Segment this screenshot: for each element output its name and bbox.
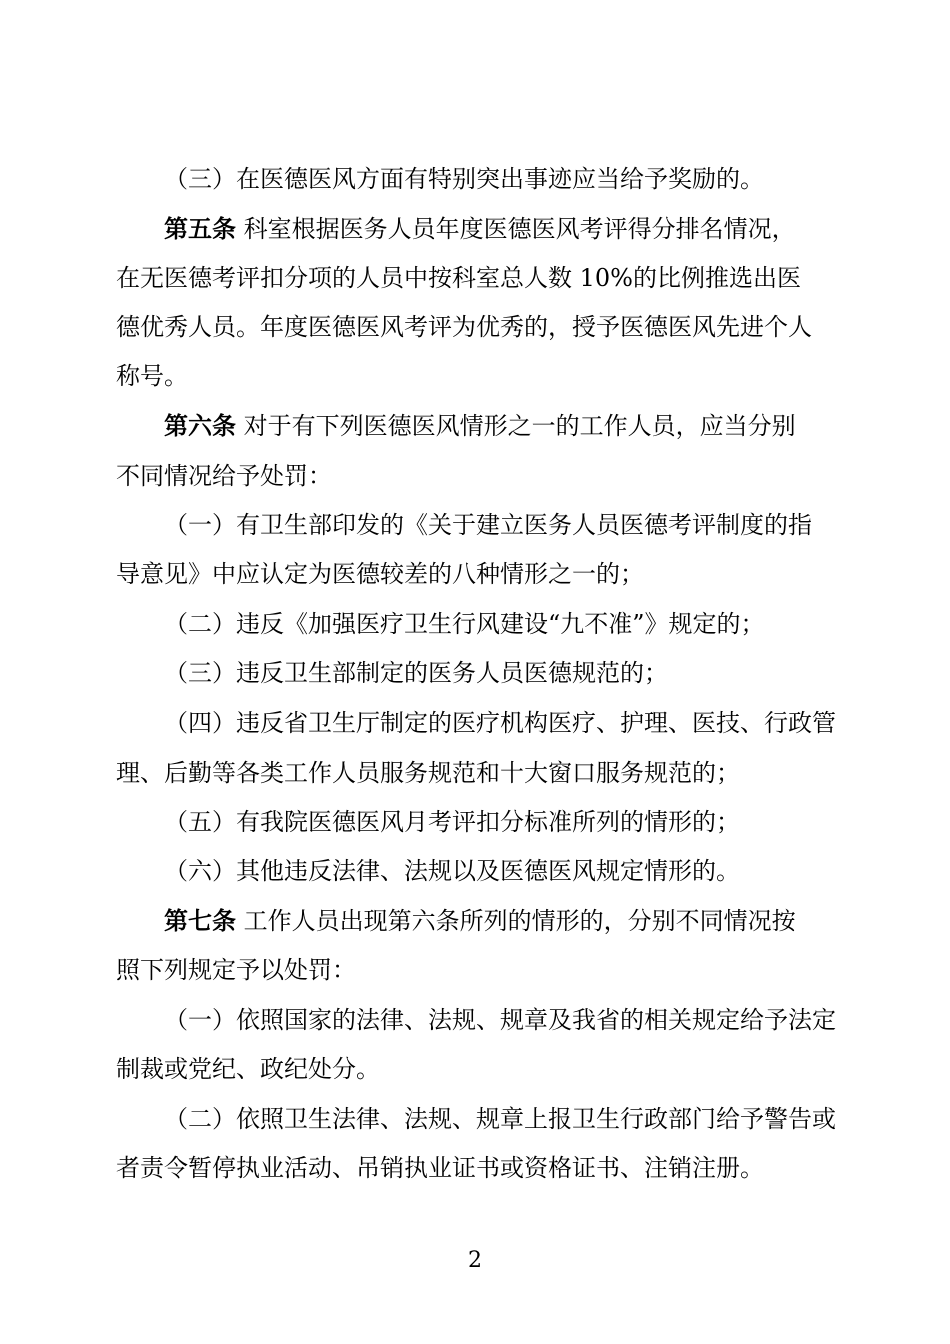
list-item-line: （一）有卫生部印发的《关于建立医务人员医德考评制度的指 <box>164 511 812 539</box>
paragraph-line: 理、后勤等各类工作人员服务规范和十大窗口服务规范的； <box>116 759 740 787</box>
list-item-line: （六）其他违反法律、法规以及医德医风规定情形的。 <box>164 857 740 885</box>
list-item-line: （二）依照卫生法律、法规、规章上报卫生行政部门给予警告或 <box>164 1105 836 1133</box>
list-item-line: （五）有我院医德医风月考评扣分标准所列的情形的； <box>164 808 740 836</box>
paragraph-line: 称号。 <box>116 362 188 390</box>
article-5-heading: 第五条 <box>164 214 236 243</box>
list-item-line: （一）依照国家的法律、法规、规章及我省的相关规定给予法定 <box>164 1006 836 1034</box>
article-5-text: 科室根据医务人员年度医德医风考评得分排名情况， <box>236 215 796 243</box>
paragraph-line: 不同情况给予处罚： <box>116 462 332 490</box>
article-7-heading: 第七条 <box>164 906 236 935</box>
article-6-heading: 第六条 <box>164 411 236 440</box>
paragraph-line: 在无医德考评扣分项的人员中按科室总人数 10%的比例推选出医 <box>116 264 801 292</box>
paragraph-line: （三）在医德医风方面有特别突出事迹应当给予奖励的。 <box>164 165 764 193</box>
article-7-line <box>164 904 836 938</box>
article-6-line <box>164 409 836 443</box>
paragraph-line: 照下列规定予以处罚： <box>116 956 356 984</box>
list-item-line: （四）违反省卫生厅制定的医疗机构医疗、护理、医技、行政管 <box>164 709 836 737</box>
list-item-line: （三）违反卫生部制定的医务人员医德规范的； <box>164 659 668 687</box>
paragraph-line: 制裁或党纪、政纪处分。 <box>116 1055 380 1083</box>
list-item-line: （二）违反《加强医疗卫生行风建设“九不准”》规定的； <box>164 610 765 638</box>
paragraph-line: 德优秀人员。年度医德医风考评为优秀的，授予医德医风先进个人 <box>116 313 812 341</box>
page-number: 2 <box>468 1248 482 1273</box>
article-6-text: 对于有下列医德医风情形之一的工作人员，应当分别 <box>236 412 796 440</box>
paragraph-line: 导意见》中应认定为医德较差的八种情形之一的； <box>116 560 644 588</box>
paragraph-line: 者责令暂停执业活动、吊销执业证书或资格证书、注销注册。 <box>116 1154 764 1182</box>
article-5-line <box>164 212 836 246</box>
article-7-text: 工作人员出现第六条所列的情形的，分别不同情况按 <box>236 907 796 935</box>
